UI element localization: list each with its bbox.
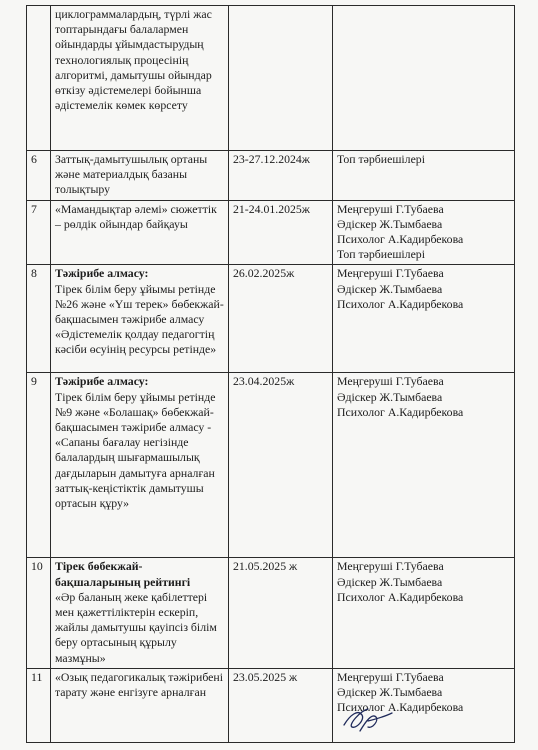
responsible-person: Психолог А.Кадирбекова bbox=[337, 700, 464, 715]
responsible-cell bbox=[333, 200, 515, 265]
responsible-person: Психолог А.Кадирбекова bbox=[337, 232, 464, 247]
table-row bbox=[27, 373, 515, 558]
responsible-person: Топ тәрбиешілері bbox=[337, 247, 425, 262]
date-cell: 23.05.2025 ж bbox=[229, 668, 333, 742]
plan-table-body bbox=[27, 6, 515, 743]
responsible-person: Меңгеруші Г.Тубаева bbox=[337, 374, 444, 389]
responsible-person: Психолог А.Кадирбекова bbox=[337, 589, 464, 604]
event-cell bbox=[51, 200, 229, 265]
row-number: 11 bbox=[27, 668, 51, 742]
event-text: «Мамандықтар әлемі» сюжеттік – рөлдік ойындар байқауы bbox=[55, 201, 217, 231]
responsible-person: Әдіскер Ж.Тымбаева bbox=[337, 216, 443, 231]
responsible-cell bbox=[333, 151, 515, 201]
event-cell bbox=[51, 151, 229, 201]
event-cell bbox=[51, 558, 229, 668]
table-row bbox=[27, 200, 515, 265]
event-text: Заттық-дамытушылық ортаны және материалдық базаны толықтыру bbox=[55, 152, 208, 197]
responsible-cell bbox=[333, 6, 515, 151]
responsible-person: Меңгеруші Г.Тубаева bbox=[337, 559, 444, 574]
event-cell bbox=[51, 6, 229, 151]
responsible-cell bbox=[333, 265, 515, 373]
row-number: 8 bbox=[27, 265, 51, 373]
row-number: 7 bbox=[27, 200, 51, 265]
row-number: 10 bbox=[27, 558, 51, 668]
event-cell bbox=[51, 668, 229, 742]
table-row bbox=[27, 558, 515, 668]
row-number: 6 bbox=[27, 151, 51, 201]
responsible-cell bbox=[333, 558, 515, 668]
event-text: «Әр баланың жеке қабілеттері мен қажеттіліктерін ескеріп, жайлы дамытушы қауіпсіз білім беру ортасының құрылу мазмұны» bbox=[55, 589, 217, 665]
event-cell bbox=[51, 373, 229, 558]
responsible-person: Психолог А.Кадирбекова bbox=[337, 296, 464, 311]
responsible-person: Әдіскер Ж.Тымбаева bbox=[337, 389, 443, 404]
date-cell: 26.02.2025ж bbox=[229, 265, 333, 373]
responsible-person: Топ тәрбиешілері bbox=[337, 152, 425, 166]
event-text: Тірек білім беру ұйымы ретінде №26 және «Үш терек» бөбекжай-бақшасымен тәжірибе алмасу «Әдістемелік қолдау педагогтің кәсіби өсуінің ресурсы ретінде» bbox=[55, 281, 224, 357]
table-row bbox=[27, 151, 515, 201]
event-cell bbox=[51, 265, 229, 373]
event-text: циклограммалардың, түрлі жас топтарындағы балалармен ойындарды ұйымдастырудың технологиялық процесінің алгоритмі, дамытушы ойындар өткізу әдістемелері бойынша әдістемелік көмек көрсету bbox=[55, 7, 212, 113]
table-row bbox=[27, 6, 515, 151]
table-row bbox=[27, 668, 515, 742]
responsible-cell bbox=[333, 373, 515, 558]
event-text: «Озық педагогикалық тәжірибені тарату және енгізуге арналған bbox=[55, 669, 224, 700]
plan-table bbox=[26, 5, 515, 743]
responsible-person: Меңгеруші Г.Тубаева bbox=[337, 201, 444, 216]
responsible-person: Меңгеруші Г.Тубаева bbox=[337, 669, 444, 684]
date-cell: 23-27.12.2024ж bbox=[229, 151, 333, 201]
event-text: Тірек білім беру ұйымы ретінде №9 және «Болашақ» бөбекжай-бақшасымен тәжірибе алмасу - «Сапаны бағалау негізінде балалардың шығармашылық дағдыларын дамытуға арналған заттық-кеңістіктік дамытушы ортасын құру» bbox=[55, 389, 216, 511]
date-cell: 23.04.2025ж bbox=[229, 373, 333, 558]
date-cell: 21.05.2025 ж bbox=[229, 558, 333, 668]
signature bbox=[338, 701, 396, 737]
responsible-person: Меңгеруші Г.Тубаева bbox=[337, 266, 444, 281]
event-heading: Тірек бөбекжай-бақшаларының рейтингі bbox=[55, 559, 191, 589]
event-heading: Тәжірибе алмасу: bbox=[55, 266, 149, 281]
responsible-person: Әдіскер Ж.Тымбаева bbox=[337, 685, 443, 700]
responsible-person: Әдіскер Ж.Тымбаева bbox=[337, 574, 443, 589]
table-row bbox=[27, 265, 515, 373]
row-number bbox=[27, 6, 51, 151]
responsible-person: Психолог А.Кадирбекова bbox=[337, 404, 464, 419]
date-cell: 21-24.01.2025ж bbox=[229, 200, 333, 265]
row-number: 9 bbox=[27, 373, 51, 558]
date-cell bbox=[229, 6, 333, 151]
event-heading: Тәжірибе алмасу: bbox=[55, 374, 149, 389]
responsible-person: Әдіскер Ж.Тымбаева bbox=[337, 281, 443, 296]
